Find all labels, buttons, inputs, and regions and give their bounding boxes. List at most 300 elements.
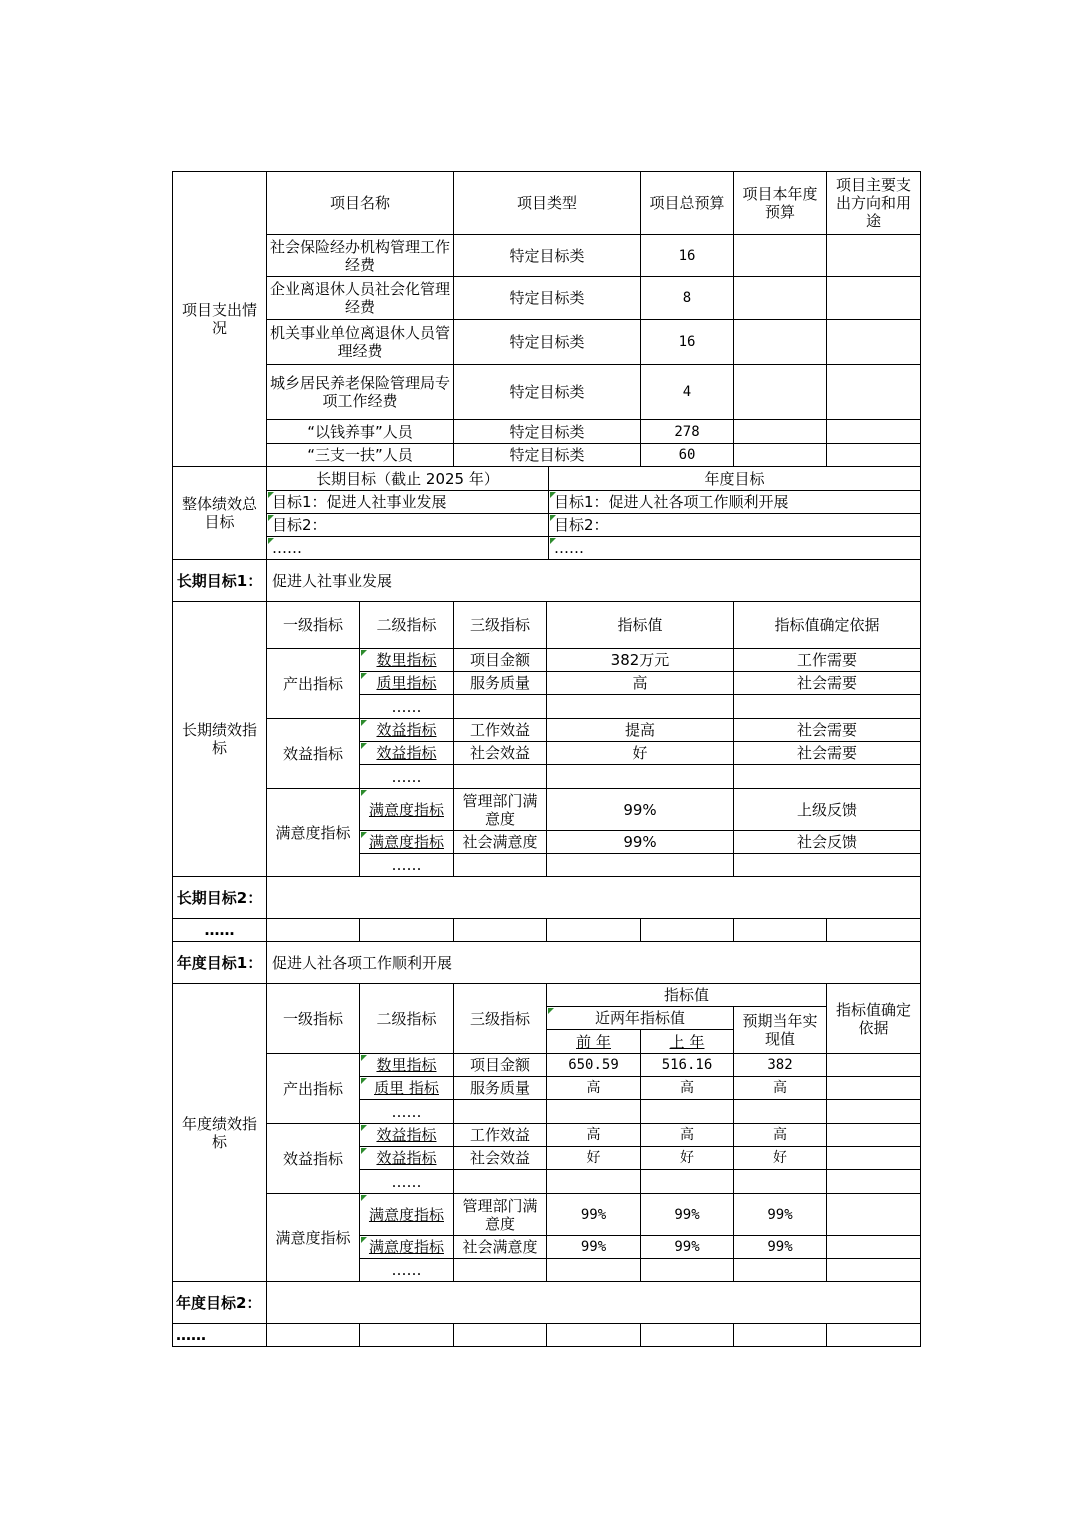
header-level2-text: 二级指标 bbox=[376, 616, 437, 634]
header-basis-text: 指标值确定依据 bbox=[835, 1000, 911, 1037]
level2-cell bbox=[359, 1053, 454, 1077]
project-type-cell bbox=[453, 276, 641, 320]
project-total-cell-text: 60 bbox=[678, 447, 696, 463]
header-prev-year-text: 前 年 bbox=[576, 1032, 611, 1051]
level2-cell-text: 满意度指标 bbox=[368, 1238, 444, 1256]
project-total-cell-text: 16 bbox=[678, 334, 696, 350]
last-year-cell bbox=[640, 1169, 734, 1194]
level3-cell bbox=[453, 830, 547, 854]
level3-cell bbox=[453, 741, 547, 765]
annual-goal-item bbox=[548, 490, 921, 514]
project-annual-cell bbox=[733, 234, 827, 277]
level3-cell bbox=[453, 1053, 547, 1077]
header-usage bbox=[826, 171, 921, 235]
empty-cell bbox=[359, 918, 454, 942]
prev-year-cell bbox=[546, 1053, 641, 1077]
project-type-cell bbox=[453, 319, 641, 365]
last-year-cell-text: 好 bbox=[680, 1150, 694, 1166]
annual-indicators-label-text: 年度绩效指标 bbox=[181, 1114, 257, 1151]
last-year-cell bbox=[640, 1258, 734, 1282]
long-goal-header-text: 长期目标（截止 2025 年） bbox=[316, 469, 499, 488]
project-name-cell-text: 社会保险经办机构管理工作经费 bbox=[270, 237, 451, 274]
header-annual-budget-text: 项目本年度预算 bbox=[742, 185, 818, 221]
expected-cell-text: 382 bbox=[767, 1057, 793, 1073]
long-goal-item-text: 目标1：促进人社事业发展 bbox=[272, 493, 447, 511]
basis-cell-text: 社会需要 bbox=[796, 744, 857, 762]
last-year-cell bbox=[640, 1193, 734, 1236]
empty-cell bbox=[733, 1323, 827, 1347]
level2-cell bbox=[359, 718, 454, 742]
expected-cell-text: 99% bbox=[767, 1206, 793, 1223]
project-type-cell-text: 特定目标类 bbox=[509, 246, 585, 265]
level3-cell-text: 服务质量 bbox=[469, 674, 530, 692]
level3-cell bbox=[453, 1099, 547, 1124]
basis-cell bbox=[826, 1123, 921, 1147]
level3-cell bbox=[453, 671, 547, 695]
basis-cell bbox=[826, 1169, 921, 1194]
level1-cell-text: 效益指标 bbox=[282, 1149, 343, 1168]
basis-cell bbox=[826, 1258, 921, 1282]
annual-goal-header-text: 年度目标 bbox=[704, 469, 765, 488]
empty-cell bbox=[826, 918, 921, 942]
basis-cell bbox=[733, 853, 921, 877]
header-value bbox=[546, 601, 734, 649]
annual-goal-item-text: 目标2： bbox=[554, 516, 609, 534]
project-name-cell-text: “三支一扶”人员 bbox=[307, 446, 413, 464]
project-type-cell bbox=[453, 234, 641, 277]
prev-year-cell bbox=[546, 1146, 641, 1170]
last-year-cell-text: 99% bbox=[674, 1239, 700, 1255]
basis-cell bbox=[826, 1193, 921, 1236]
level1-cell-text: 满意度指标 bbox=[275, 1228, 351, 1247]
long-goal-1-label-text: 长期目标1： bbox=[176, 571, 263, 590]
expected-cell-text: 高 bbox=[773, 1080, 787, 1096]
value-cell-text: 382万元 bbox=[610, 651, 670, 669]
long-goal-1-text-text: 促进人社事业发展 bbox=[272, 571, 393, 590]
long-goal-more bbox=[172, 918, 267, 942]
level2-cell bbox=[359, 853, 454, 877]
project-type-cell bbox=[453, 443, 641, 467]
prev-year-cell bbox=[546, 1076, 641, 1100]
empty-cell bbox=[453, 1323, 547, 1347]
project-name-cell bbox=[266, 364, 454, 420]
prev-year-cell-text: 高 bbox=[586, 1127, 601, 1143]
prev-year-cell bbox=[546, 1099, 641, 1124]
basis-cell bbox=[733, 648, 921, 672]
level2-cell bbox=[359, 1099, 454, 1124]
header-prev-year bbox=[546, 1029, 641, 1054]
prev-year-cell bbox=[546, 1235, 641, 1259]
level2-cell bbox=[359, 1169, 454, 1194]
level3-cell-text: 社会效益 bbox=[469, 1149, 530, 1167]
value-cell bbox=[546, 648, 734, 672]
project-name-cell-text: 城乡居民养老保险管理局专项工作经费 bbox=[270, 374, 451, 410]
level2-cell-text: 质里指标 bbox=[376, 674, 437, 692]
long-goal-header bbox=[266, 466, 549, 491]
level2-cell-text: 效益指标 bbox=[376, 721, 437, 739]
level3-cell-text: 管理部门满意度 bbox=[462, 1196, 538, 1233]
header-project-name-text: 项目名称 bbox=[329, 194, 390, 212]
header-basis bbox=[826, 983, 921, 1054]
expected-cell bbox=[733, 1193, 827, 1236]
long-goal-2-label-text: 长期目标2： bbox=[176, 888, 263, 907]
level3-cell bbox=[453, 1123, 547, 1147]
value-cell bbox=[546, 671, 734, 695]
overall-goal-label-text: 整体绩效总目标 bbox=[181, 495, 257, 531]
level1-cell bbox=[266, 648, 360, 719]
level3-cell-text: 项目金额 bbox=[469, 651, 530, 669]
annual-goal-1-text-text: 促进人社各项工作顺利开展 bbox=[272, 953, 453, 972]
level2-cell-text: 满意度指标 bbox=[368, 833, 444, 851]
prev-year-cell bbox=[546, 1123, 641, 1147]
long-goal-item bbox=[266, 490, 549, 514]
level1-cell bbox=[266, 1193, 360, 1282]
header-level1 bbox=[266, 601, 360, 649]
annual-goal-1-label-text: 年度目标1： bbox=[176, 953, 263, 972]
annual-goal-1-text bbox=[266, 941, 921, 984]
level1-cell-text: 产出指标 bbox=[282, 674, 343, 693]
last-year-cell-text: 99% bbox=[674, 1206, 700, 1223]
expected-cell bbox=[733, 1146, 827, 1170]
long-goal-item-text: 目标2： bbox=[272, 516, 327, 534]
annual-goal-2-label bbox=[172, 1281, 267, 1324]
level3-cell-text: 管理部门满意度 bbox=[462, 791, 538, 828]
basis-cell-text: 社会需要 bbox=[796, 674, 857, 692]
level3-cell bbox=[453, 1076, 547, 1100]
header-level3-text: 三级指标 bbox=[469, 1009, 530, 1028]
header-value bbox=[546, 983, 827, 1007]
last-year-cell bbox=[640, 1076, 734, 1100]
header-basis-text: 指标值确定依据 bbox=[774, 616, 880, 634]
project-section-label bbox=[172, 171, 267, 467]
level3-cell bbox=[453, 1258, 547, 1282]
level2-cell bbox=[359, 788, 454, 831]
project-total-cell-text: 16 bbox=[678, 247, 696, 264]
project-name-cell-text: 企业离退休人员社会化管理经费 bbox=[270, 280, 451, 316]
level2-cell-text: …… bbox=[391, 1102, 422, 1121]
empty-cell bbox=[733, 918, 827, 942]
project-annual-cell bbox=[733, 276, 827, 320]
empty-cell bbox=[453, 918, 547, 942]
prev-year-cell-text: 好 bbox=[586, 1150, 601, 1166]
header-level2 bbox=[359, 983, 454, 1054]
project-usage-cell bbox=[826, 419, 921, 444]
project-type-cell bbox=[453, 364, 641, 420]
value-cell bbox=[546, 830, 734, 854]
project-total-cell-text: 8 bbox=[682, 290, 692, 306]
prev-year-cell bbox=[546, 1169, 641, 1194]
header-project-type-text: 项目类型 bbox=[516, 194, 577, 212]
project-total-cell bbox=[640, 364, 734, 420]
level3-cell bbox=[453, 1169, 547, 1194]
level2-cell-text: 效益指标 bbox=[376, 1126, 437, 1144]
level2-cell bbox=[359, 648, 454, 672]
header-total-budget bbox=[640, 171, 734, 235]
level3-cell bbox=[453, 718, 547, 742]
last-year-cell-text: 516.16 bbox=[661, 1057, 713, 1073]
long-goal-item bbox=[266, 513, 549, 537]
level2-cell-text: 效益指标 bbox=[376, 1149, 437, 1167]
header-level3 bbox=[453, 983, 547, 1054]
annual-goal-more-text: …… bbox=[176, 1326, 206, 1344]
annual-goal-2-label-text: 年度目标2： bbox=[176, 1293, 262, 1312]
project-usage-cell bbox=[826, 443, 921, 467]
basis-cell-text: 上级反馈 bbox=[796, 800, 857, 819]
prev-year-cell-text: 650.59 bbox=[568, 1057, 619, 1073]
expected-cell-text: 好 bbox=[773, 1150, 787, 1166]
long-goal-item-text: …… bbox=[272, 539, 302, 557]
header-level3-text: 三级指标 bbox=[469, 616, 530, 634]
header-usage-text: 项目主要支出方向和用途 bbox=[835, 176, 911, 230]
basis-cell bbox=[733, 718, 921, 742]
empty-cell bbox=[546, 1323, 641, 1347]
level3-cell bbox=[453, 1146, 547, 1170]
empty-cell bbox=[266, 918, 360, 942]
value-cell-text: 提高 bbox=[624, 721, 655, 739]
header-basis bbox=[733, 601, 921, 649]
prev-year-cell bbox=[546, 1258, 641, 1282]
level2-cell bbox=[359, 741, 454, 765]
header-level2 bbox=[359, 601, 454, 649]
level1-cell-text: 满意度指标 bbox=[275, 823, 351, 842]
value-cell bbox=[546, 764, 734, 789]
header-level3 bbox=[453, 601, 547, 649]
level3-cell bbox=[453, 764, 547, 789]
long-goal-2-label bbox=[172, 876, 267, 919]
last-year-cell bbox=[640, 1123, 734, 1147]
project-name-cell-text: “以钱养事”人员 bbox=[307, 422, 413, 441]
level3-cell-text: 服务质量 bbox=[469, 1079, 530, 1097]
project-total-cell bbox=[640, 319, 734, 365]
header-expected bbox=[733, 1006, 827, 1054]
project-type-cell-text: 特定目标类 bbox=[509, 333, 585, 351]
expected-cell bbox=[733, 1099, 827, 1124]
level3-cell bbox=[453, 648, 547, 672]
level3-cell bbox=[453, 1193, 547, 1236]
project-name-cell-text: 机关事业单位离退休人员管理经费 bbox=[270, 324, 451, 360]
header-project-type bbox=[453, 171, 641, 235]
prev-year-cell-text: 99% bbox=[580, 1239, 607, 1255]
project-total-cell bbox=[640, 419, 734, 444]
level3-cell-text: 社会满意度 bbox=[462, 833, 538, 851]
long-goal-2-text bbox=[266, 876, 921, 919]
long-goal-more-text: …… bbox=[204, 921, 235, 939]
project-total-cell bbox=[640, 234, 734, 277]
value-cell bbox=[546, 694, 734, 719]
prev-year-cell-text: 99% bbox=[580, 1206, 607, 1223]
project-total-cell bbox=[640, 443, 734, 467]
basis-cell bbox=[733, 694, 921, 719]
level2-cell-text: 满意度指标 bbox=[368, 1205, 444, 1224]
empty-cell bbox=[266, 1323, 360, 1347]
project-type-cell-text: 特定目标类 bbox=[509, 289, 585, 307]
annual-goal-item bbox=[548, 536, 921, 560]
last-year-cell bbox=[640, 1053, 734, 1077]
performance-goal-table bbox=[172, 171, 920, 1346]
header-recent-two-years bbox=[546, 1006, 734, 1030]
prev-year-cell bbox=[546, 1193, 641, 1236]
annual-goal-item-text: …… bbox=[554, 539, 584, 557]
level2-cell bbox=[359, 694, 454, 719]
level2-cell-text: …… bbox=[391, 1172, 422, 1191]
overall-goal-label bbox=[172, 466, 267, 560]
level2-cell-text: 数里指标 bbox=[376, 1056, 437, 1074]
last-year-cell bbox=[640, 1235, 734, 1259]
project-name-cell bbox=[266, 443, 454, 467]
last-year-cell bbox=[640, 1146, 734, 1170]
project-type-cell-text: 特定目标类 bbox=[509, 446, 585, 464]
basis-cell bbox=[826, 1146, 921, 1170]
project-total-cell-text: 278 bbox=[674, 423, 700, 440]
project-annual-cell bbox=[733, 443, 827, 467]
project-usage-cell bbox=[826, 234, 921, 277]
level2-cell bbox=[359, 1076, 454, 1100]
expected-cell bbox=[733, 1258, 827, 1282]
level1-cell bbox=[266, 718, 360, 789]
level3-cell-text: 社会满意度 bbox=[462, 1238, 538, 1256]
level2-cell bbox=[359, 1258, 454, 1282]
expected-cell bbox=[733, 1076, 827, 1100]
long-goal-item bbox=[266, 536, 549, 560]
project-total-cell-text: 4 bbox=[682, 384, 692, 400]
last-year-cell bbox=[640, 1099, 734, 1124]
annual-goal-item-text: 目标1：促进人社各项工作顺利开展 bbox=[554, 493, 789, 511]
basis-cell-text: 工作需要 bbox=[796, 651, 857, 669]
annual-indicators-label bbox=[172, 983, 267, 1282]
value-cell bbox=[546, 788, 734, 831]
expected-cell bbox=[733, 1123, 827, 1147]
header-annual-budget bbox=[733, 171, 827, 235]
header-level1 bbox=[266, 983, 360, 1054]
level2-cell-text: …… bbox=[391, 697, 422, 716]
last-year-cell-text: 高 bbox=[680, 1127, 694, 1143]
empty-cell bbox=[359, 1323, 454, 1347]
project-total-cell bbox=[640, 276, 734, 320]
last-year-cell-text: 高 bbox=[680, 1080, 694, 1096]
level2-cell-text: …… bbox=[391, 856, 422, 874]
level1-cell bbox=[266, 788, 360, 877]
level1-cell bbox=[266, 1053, 360, 1124]
value-cell bbox=[546, 853, 734, 877]
header-project-name bbox=[266, 171, 454, 235]
empty-cell bbox=[640, 1323, 734, 1347]
project-annual-cell bbox=[733, 419, 827, 444]
basis-cell bbox=[826, 1099, 921, 1124]
project-usage-cell bbox=[826, 364, 921, 420]
header-total-budget-text: 项目总预算 bbox=[649, 194, 725, 212]
empty-cell bbox=[546, 918, 641, 942]
basis-cell bbox=[826, 1235, 921, 1259]
level3-cell-text: 项目金额 bbox=[469, 1056, 530, 1074]
level2-cell-text: 效益指标 bbox=[376, 744, 437, 762]
level3-cell bbox=[453, 853, 547, 877]
level3-cell-text: 工作效益 bbox=[469, 1126, 530, 1144]
level2-cell bbox=[359, 1235, 454, 1259]
level2-cell-text: 数里指标 bbox=[376, 651, 437, 669]
expected-cell bbox=[733, 1169, 827, 1194]
annual-goal-2-text bbox=[266, 1281, 921, 1324]
long-indicators-label bbox=[172, 601, 267, 877]
level3-cell-text: 工作效益 bbox=[469, 721, 530, 739]
level3-cell bbox=[453, 1235, 547, 1259]
expected-cell bbox=[733, 1053, 827, 1077]
level2-cell-text: …… bbox=[391, 767, 422, 786]
project-annual-cell bbox=[733, 364, 827, 420]
annual-goal-item bbox=[548, 513, 921, 537]
header-expected-text: 预期当年实现值 bbox=[742, 1012, 818, 1048]
annual-goal-more bbox=[172, 1323, 267, 1347]
level3-cell bbox=[453, 694, 547, 719]
basis-cell-text: 社会反馈 bbox=[796, 833, 857, 851]
level1-cell-text: 效益指标 bbox=[282, 744, 343, 763]
project-name-cell bbox=[266, 276, 454, 320]
expected-cell-text: 高 bbox=[773, 1127, 787, 1143]
project-name-cell bbox=[266, 419, 454, 444]
level1-cell-text: 产出指标 bbox=[282, 1079, 343, 1098]
value-cell-text: 99% bbox=[623, 800, 657, 819]
empty-cell bbox=[640, 918, 734, 942]
annual-goal-header bbox=[548, 466, 921, 491]
header-value-text: 指标值 bbox=[617, 616, 663, 634]
basis-cell bbox=[733, 671, 921, 695]
level2-cell bbox=[359, 1193, 454, 1236]
level2-cell-text: 满意度指标 bbox=[368, 800, 444, 819]
header-level2-text: 二级指标 bbox=[376, 1009, 437, 1028]
level2-cell bbox=[359, 671, 454, 695]
header-last-year-text: 上 年 bbox=[669, 1032, 705, 1051]
header-level1-text: 一级指标 bbox=[282, 616, 343, 634]
header-level1-text: 一级指标 bbox=[282, 1009, 343, 1028]
basis-cell bbox=[733, 741, 921, 765]
level3-cell-text: 社会效益 bbox=[469, 744, 530, 762]
level2-cell bbox=[359, 764, 454, 789]
project-annual-cell bbox=[733, 319, 827, 365]
basis-cell bbox=[733, 830, 921, 854]
project-usage-cell bbox=[826, 319, 921, 365]
empty-cell bbox=[826, 1323, 921, 1347]
basis-cell bbox=[826, 1053, 921, 1077]
long-goal-1-label bbox=[172, 559, 267, 602]
basis-cell bbox=[733, 788, 921, 831]
level1-cell bbox=[266, 1123, 360, 1194]
level2-cell bbox=[359, 1123, 454, 1147]
level2-cell bbox=[359, 830, 454, 854]
annual-goal-1-label bbox=[172, 941, 267, 984]
project-section-label-text: 项目支出情况 bbox=[181, 301, 257, 337]
basis-cell bbox=[826, 1076, 921, 1100]
value-cell-text: 高 bbox=[632, 674, 648, 692]
header-recent-two-years-text: 近两年指标值 bbox=[594, 1009, 685, 1027]
value-cell bbox=[546, 718, 734, 742]
expected-cell bbox=[733, 1235, 827, 1259]
basis-cell-text: 社会需要 bbox=[796, 721, 857, 739]
project-type-cell bbox=[453, 419, 641, 444]
level2-cell bbox=[359, 1146, 454, 1170]
level2-cell-text: …… bbox=[391, 1261, 422, 1279]
header-last-year bbox=[640, 1029, 734, 1054]
long-indicators-label-text: 长期绩效指标 bbox=[181, 721, 257, 757]
project-type-cell-text: 特定目标类 bbox=[509, 422, 585, 441]
project-name-cell bbox=[266, 234, 454, 277]
value-cell-text: 好 bbox=[632, 744, 648, 762]
project-type-cell-text: 特定目标类 bbox=[509, 383, 585, 401]
value-cell bbox=[546, 741, 734, 765]
long-goal-1-text bbox=[266, 559, 921, 602]
basis-cell bbox=[733, 764, 921, 789]
project-name-cell bbox=[266, 319, 454, 365]
level3-cell bbox=[453, 788, 547, 831]
prev-year-cell-text: 高 bbox=[586, 1080, 601, 1096]
